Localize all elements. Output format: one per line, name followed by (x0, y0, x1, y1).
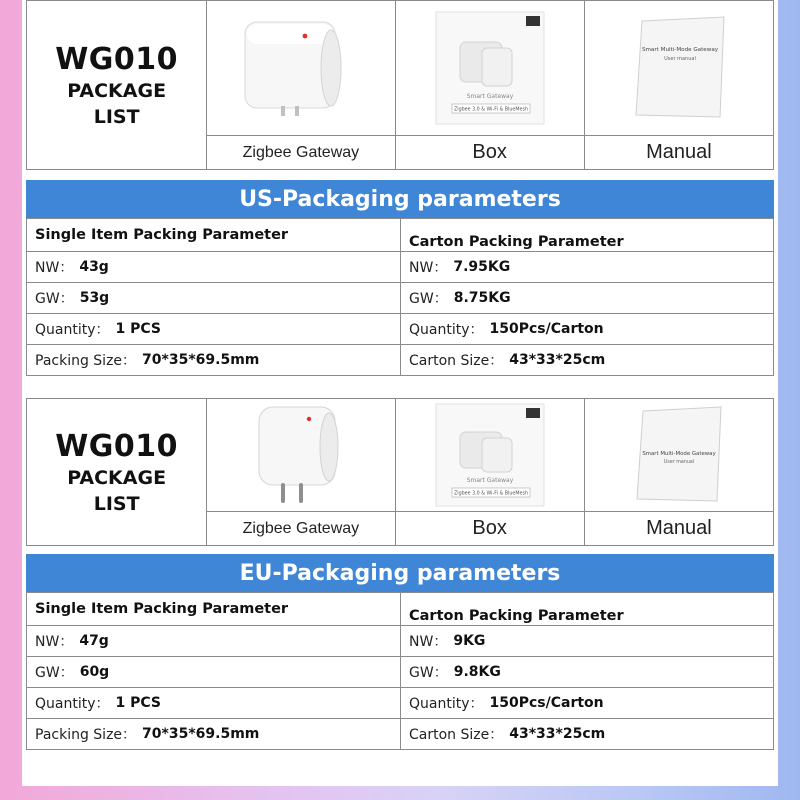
package-label: PACKAGE (67, 79, 167, 102)
manual-title: Smart Multi-Mode Gateway (642, 451, 716, 457)
box-sub: Zigbee 3.0 & Wi-Fi & BlueMesh (453, 491, 528, 497)
eu-packaging-banner: EU-Packaging parameters (26, 554, 774, 592)
carton-header: Carton Packing Parameter (400, 593, 773, 625)
table-header-row (27, 219, 773, 251)
manual-image (585, 1, 773, 136)
param-value: 43*33*25cm (509, 352, 606, 368)
param-value: 9KG (453, 633, 486, 649)
item-box (395, 1, 584, 169)
param-value: 43*33*25cm (509, 726, 606, 742)
table-row (27, 718, 773, 749)
param-label: Quantity： (35, 322, 110, 338)
manual-image (585, 399, 773, 512)
param-value: 70*35*69.5mm (142, 726, 260, 742)
item-box (395, 399, 584, 545)
manual-sub: User manual (663, 460, 695, 465)
box-image (396, 399, 584, 512)
param-value: 60g (79, 664, 110, 680)
table-row (27, 625, 773, 656)
param-value: 7.95KG (453, 259, 511, 275)
param-value: 43g (79, 259, 109, 275)
us-packaging-banner: US-Packaging parameters (26, 180, 774, 218)
param-label: Carton Size： (409, 727, 504, 743)
item-manual (584, 399, 773, 545)
box-label: Smart Gateway (466, 477, 513, 484)
box-sub: Zigbee 3.0 & Wi-Fi & BlueMesh (453, 107, 528, 113)
param-label: GW： (409, 291, 448, 307)
item-gateway (206, 399, 394, 545)
param-label: Carton Size： (409, 353, 504, 369)
param-label: Quantity： (35, 696, 110, 712)
param-value: 150Pcs/Carton (489, 321, 604, 337)
item-caption: Manual (646, 517, 712, 539)
box-image (396, 1, 584, 136)
param-label: NW： (409, 634, 448, 650)
param-value: 1 PCS (115, 321, 161, 337)
param-value: 150Pcs/Carton (489, 695, 604, 711)
gateway-eu-image (207, 399, 394, 512)
table-row (27, 282, 773, 313)
item-caption: Manual (646, 141, 712, 163)
param-value: 47g (79, 633, 109, 649)
us-parameter-table (26, 218, 774, 376)
table-row (27, 687, 773, 718)
model-name: WG010 (55, 41, 179, 77)
package-title-cell (27, 399, 206, 545)
item-caption: Zigbee Gateway (242, 519, 360, 537)
param-label: NW： (35, 634, 74, 650)
package-list-us (26, 0, 774, 170)
param-label: Packing Size： (35, 727, 137, 743)
single-header: Single Item Packing Parameter (35, 227, 289, 243)
table-row (27, 344, 773, 375)
list-label: LIST (93, 492, 140, 515)
item-manual (584, 1, 773, 169)
manual-title: Smart Multi-Mode Gateway (641, 47, 718, 53)
item-caption: Box (472, 517, 507, 539)
table-row (27, 656, 773, 687)
table-header-row (27, 593, 773, 625)
param-label: NW： (409, 260, 448, 276)
manual-sub: User manual (664, 56, 696, 62)
list-label: LIST (93, 105, 140, 128)
param-label: GW： (35, 291, 74, 307)
model-name: WG010 (55, 428, 179, 464)
single-header: Single Item Packing Parameter (35, 601, 289, 617)
table-row (27, 313, 773, 344)
carton-header: Carton Packing Parameter (400, 219, 773, 251)
package-label: PACKAGE (67, 466, 167, 489)
param-value: 53g (79, 290, 110, 306)
param-value: 8.75KG (453, 290, 511, 306)
package-title-cell (27, 1, 206, 169)
eu-parameter-table (26, 592, 774, 750)
param-value: 70*35*69.5mm (142, 352, 260, 368)
item-caption: Box (472, 141, 507, 163)
item-caption: Zigbee Gateway (242, 143, 360, 161)
box-label: Smart Gateway (466, 93, 513, 100)
param-value: 1 PCS (115, 695, 161, 711)
spec-sheet (22, 0, 778, 786)
table-row (27, 251, 773, 282)
package-list-eu (26, 398, 774, 546)
param-label: Packing Size： (35, 353, 137, 369)
param-label: Quantity： (409, 696, 484, 712)
param-label: GW： (35, 665, 74, 681)
item-gateway (206, 1, 394, 169)
param-value: 9.8KG (453, 664, 501, 680)
param-label: GW： (409, 665, 448, 681)
param-label: NW： (35, 260, 74, 276)
param-label: Quantity： (409, 322, 484, 338)
gateway-us-image (207, 1, 394, 136)
